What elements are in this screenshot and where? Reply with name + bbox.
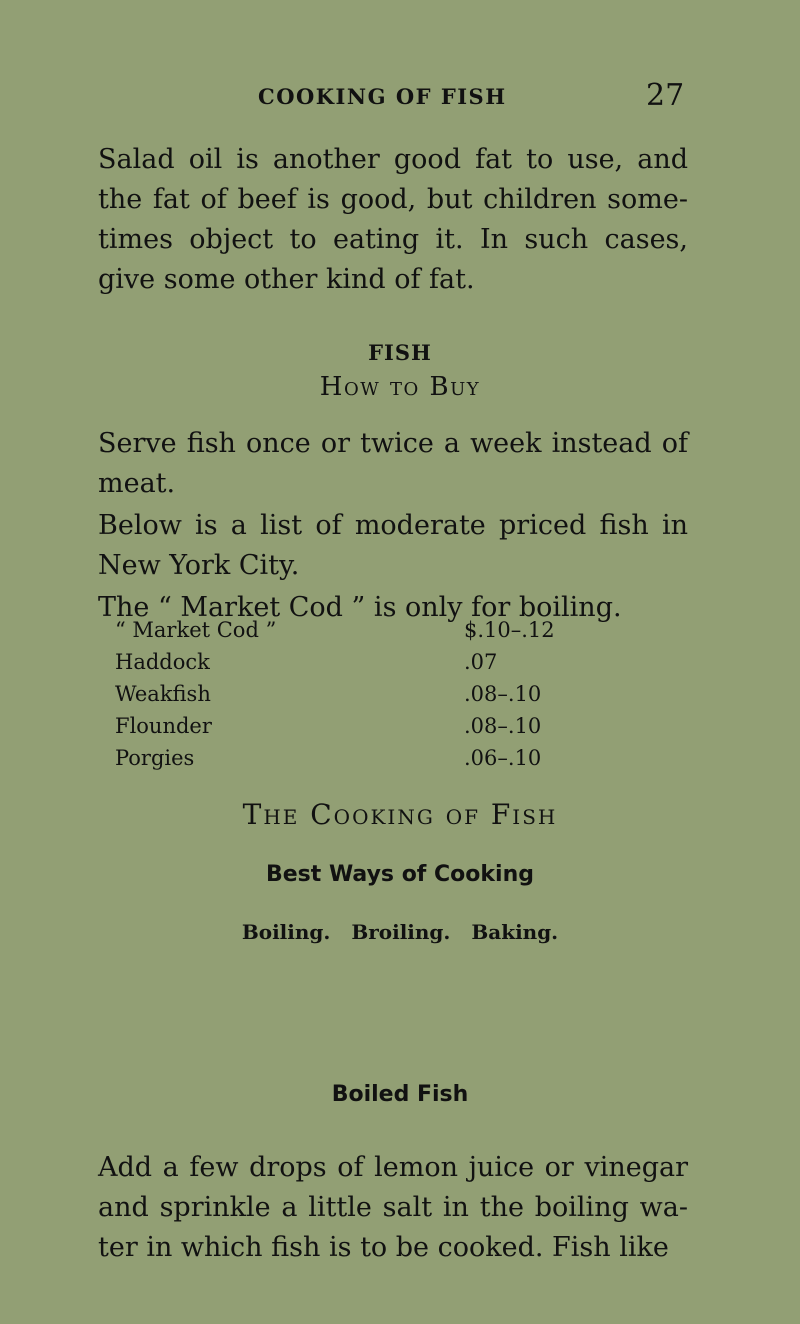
price-row <box>115 714 595 746</box>
paragraph-boiled-fish: Add a few drops of lemon juice or vinegar and sprinkle a little salt in the boiling wa-ter in which fish is to be cooked. Fish like <box>98 1152 688 1263</box>
running-head <box>0 78 800 118</box>
heading-best-ways: Best Ways of Cooking <box>265 862 534 887</box>
heading-how-to-buy: How to Buy <box>319 372 481 402</box>
page-number: 27 <box>646 78 685 113</box>
heading-boiled-fish: Boiled Fish <box>331 1082 469 1107</box>
fish-name: Haddock <box>115 650 210 674</box>
fish-name: Porgies <box>115 746 195 770</box>
paragraph-serve-text: Serve fish once or twice a week instead of meat. <box>98 428 688 499</box>
fish-price: .08–.10 <box>464 682 542 706</box>
heading-cooking-of-fish: The Cooking of Fish <box>242 798 558 831</box>
paragraph-fat: Salad oil is another good fat to use, and the fat of beef is good, but children some-times object to eating it. In such cases, give some other kind of fat. <box>98 144 688 295</box>
paragraph-serve <box>98 424 688 504</box>
paragraph-market-cod: The “ Market Cod ” is only for boiling. <box>98 592 622 623</box>
heading-fish: FISH <box>368 340 432 365</box>
fish-price: .08–.10 <box>464 714 542 738</box>
cooking-methods: Boiling. Broiling. Baking. <box>241 920 559 944</box>
fish-name: Weakfish <box>115 682 211 706</box>
fish-price: .06–.10 <box>464 746 542 770</box>
fish-price: $.10–.12 <box>464 618 555 642</box>
fish-name: “ Market Cod ” <box>115 618 277 642</box>
price-row <box>115 618 595 650</box>
fish-price: .07 <box>464 650 498 674</box>
fish-name: Flounder <box>115 714 212 738</box>
paragraph-below: Below is a list of moderate priced fish in New York City. <box>98 510 688 581</box>
price-row <box>115 746 595 778</box>
price-row <box>115 650 595 682</box>
price-row <box>115 682 595 714</box>
price-list <box>115 618 595 778</box>
running-title: COOKING OF FISH <box>258 84 507 109</box>
